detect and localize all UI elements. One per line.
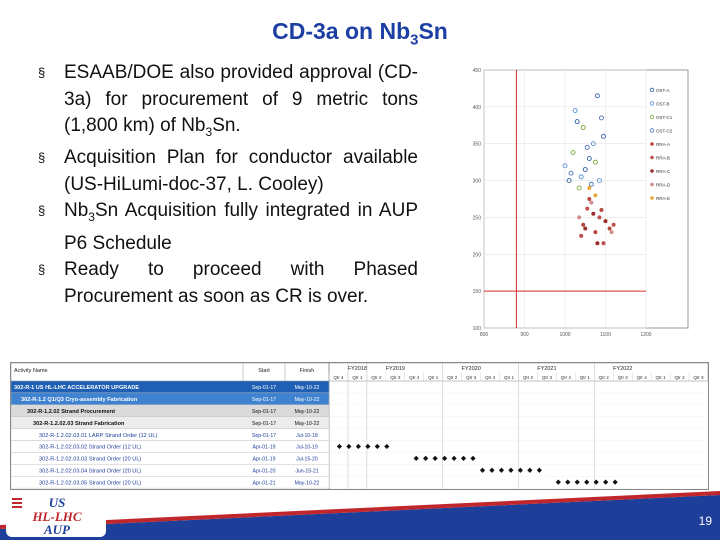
header-finish: Finish [299,368,315,374]
activity-name: 302-R-1 US HL-LHC ACCELERATOR UPGRADE [14,385,140,392]
title-main: CD-3a on Nb [272,18,411,44]
milestone-diamond [603,480,608,485]
milestone-diamond [375,444,380,449]
milestone-diamond [356,444,361,449]
data-point [593,193,597,197]
activity-name: 302-R-1.2.02.03.04 Strand Order (20 UL) [39,468,142,475]
legend-marker [650,169,654,173]
fiscal-year-label: FY2021 [537,366,557,372]
legend-label: RRA-C [656,169,671,174]
milestone-diamond [365,444,370,449]
bullet-item [36,257,418,310]
quarter-label: Qtr 1 [655,375,666,380]
fiscal-year-label: FY2022 [613,366,633,372]
data-point [589,201,593,205]
milestone-diamond [565,480,570,485]
milestone-diamond [499,468,504,473]
bullet-subscript: 3 [205,124,213,139]
milestone-diamond [470,456,475,461]
activity-start: Sep-01-17 [251,397,277,404]
bullet-item [36,60,418,145]
activity-finish: May-10-22 [294,385,320,392]
quarter-label: Qtr 4 [409,375,420,380]
quarter-label: Qtr 3 [466,375,477,380]
bullet-list [36,60,418,310]
title-subscript: 3 [410,31,419,49]
data-point [612,223,616,227]
milestone-diamond [346,444,351,449]
bullet-text: Acquisition Plan for conductor available (US-HiLumi-doc-37, L. Cooley) [64,147,418,195]
data-point [599,208,603,212]
milestone-diamond [461,456,466,461]
milestone-diamond [337,444,342,449]
quarter-label: Qtr 2 [371,375,382,380]
bullet-text-tail: Sn Acquisition fully integrated in AUP P6 Schedule [64,200,418,254]
activity-start: Apr-01-21 [252,480,276,487]
milestone-diamond [508,468,513,473]
y-tick-label: 400 [472,104,481,111]
activity-start: Sep-01-17 [251,409,277,415]
quarter-label: Qtr 2 [674,375,685,380]
gantt-schedule [10,362,709,490]
activity-finish: Jul-10-18 [296,432,318,439]
activity-finish: Jul-10-19 [296,444,318,451]
activity-name: 302-R-1.2.02 Strand Procurement [27,409,115,415]
data-point [587,186,591,190]
quarter-label: Qtr 3 [541,375,553,380]
legend-label: OST-B [656,101,670,107]
x-tick-label: 900 [520,332,529,338]
fiscal-year-label: FY2020 [461,366,481,372]
data-point [593,230,597,234]
data-point [579,234,583,238]
milestone-diamond [613,480,618,485]
activity-name: 302-R-1.2.02.03.02 Strand Order (12 UL) [39,444,142,451]
x-tick-label: 1200 [640,332,652,338]
y-tick-label: 450 [472,68,481,74]
quarter-label: Qtr 1 [352,375,363,380]
bullet-text: Ready to proceed with Phased Procurement as soon as CR is over. [64,259,418,307]
milestone-diamond [423,456,428,461]
legend-label: RRA-D [656,182,671,188]
y-tick-label: 150 [472,289,481,296]
bullet-text: Nb [64,200,89,222]
activity-name: 302-R-1.2.02.03.01 LARP Strand Order (12 UL) [39,432,158,439]
bullet-subscript: 3 [88,210,95,225]
activity-start: Apr-01-19 [252,456,276,463]
x-tick-label: 1000 [559,332,571,338]
bullet-marker: § [38,150,46,166]
milestone-diamond [489,468,494,473]
y-tick-label: 300 [472,178,481,185]
activity-start: Sep-01-17 [251,420,277,427]
data-point [597,215,601,219]
milestone-diamond [527,468,532,473]
data-point [595,241,599,245]
activity-finish: Jun-15-21 [295,468,319,475]
quarter-label: Qtr 2 [598,375,609,380]
milestone-diamond [384,444,389,449]
legend-label: RRA-A [656,142,671,147]
legend-marker [650,156,654,160]
data-point [583,226,587,230]
legend-label: OST-C1 [656,115,673,120]
fiscal-year-label: FY2018 [347,366,368,372]
data-point [587,197,591,201]
legend-label: OST-A [656,88,670,93]
logo-line1: US [48,495,66,510]
bullet-marker: § [38,262,46,278]
activity-name: 302-R-1.2.02.03.03 Strand Order (20 UL) [39,456,142,463]
quarter-label: Qtr 4 [636,375,647,380]
bullet-item [36,198,418,257]
y-tick-label: 250 [472,215,481,222]
us-hl-lhc-aup-logo [2,489,112,539]
data-point [585,207,589,211]
fiscal-year-label: FY2019 [385,366,405,372]
activity-name: 302-R-1.2.02.03.05 Strand Order (20 UL) [39,480,142,487]
header-activity: Activity Name [14,368,48,374]
quarter-label: Qtr 3 [693,375,704,380]
quarter-label: Qtr 4 [333,375,344,380]
activity-finish: May-10-22 [294,397,320,404]
activity-finish: Jul-15-20 [296,456,318,463]
quarter-label: Qtr 1 [503,375,515,380]
activity-start: Apr-01-20 [252,468,276,475]
milestone-diamond [584,480,589,485]
header-start: Start [258,368,270,374]
y-tick-label: 200 [472,252,481,259]
milestone-diamond [556,480,561,485]
data-point [608,226,612,230]
quarter-label: Qtr 4 [484,375,496,380]
scatter-chart [452,62,707,347]
x-tick-label: 1100 [600,332,611,338]
milestone-diamond [451,456,456,461]
legend-label: RRA-B [656,155,671,161]
activity-name: 302-R-1.2 Q1/Q3 Cryo-assembly Fabrication [21,397,138,404]
page-number: 19 [698,514,712,528]
quarter-label: Qtr 2 [447,375,458,380]
quarter-label: Qtr 4 [560,375,571,380]
quarter-label: Qtr 1 [428,375,439,380]
title-tail: Sn [418,18,448,44]
data-point [601,241,605,245]
bullet-text: ESAAB/DOE also provided approval (CD-3a) for procurement of 9 metric tons (1,800 km) of Nb [64,62,418,136]
activity-start: Sep-01-17 [251,385,277,392]
logo-line2: HL-LHC [32,509,82,524]
data-point [604,219,608,223]
activity-start: Apr-01-19 [252,444,276,451]
activity-finish: May-10-22 [294,409,320,415]
milestone-diamond [480,468,485,473]
legend-marker [650,142,654,146]
gantt-grid [11,363,708,489]
quarter-label: Qtr 3 [390,375,401,380]
slide-title [0,18,720,49]
milestone-diamond [433,456,438,461]
activity-finish: May-10-22 [294,480,320,487]
bullet-item [36,145,418,198]
legend-marker [650,196,654,200]
activity-finish: May-10-22 [294,420,320,427]
quarter-label: Qtr 1 [579,375,590,380]
x-tick-label: 800 [479,332,489,338]
y-tick-label: 350 [472,141,481,148]
activity-name: 302-R-1.2.02.03 Strand Fabrication [33,420,125,427]
legend-marker [650,183,654,187]
milestone-diamond [537,468,542,473]
legend-label: OST-C2 [656,128,673,134]
bullet-text-tail: Sn. [212,115,241,136]
bullet-marker: § [38,203,46,219]
quarter-label: Qtr 2 [522,375,534,380]
logo-line3: AUP [44,522,70,537]
quarter-label: Qtr 3 [617,375,628,380]
data-point [577,215,581,219]
data-point [581,223,585,227]
y-tick-label: 100 [472,326,481,332]
bullet-marker: § [38,65,46,80]
milestone-diamond [575,480,580,485]
milestone-diamond [414,456,419,461]
data-point [610,230,614,234]
legend-label: RRA-E [656,196,671,201]
activity-start: Sep-01-17 [251,432,277,439]
data-point [591,212,595,216]
